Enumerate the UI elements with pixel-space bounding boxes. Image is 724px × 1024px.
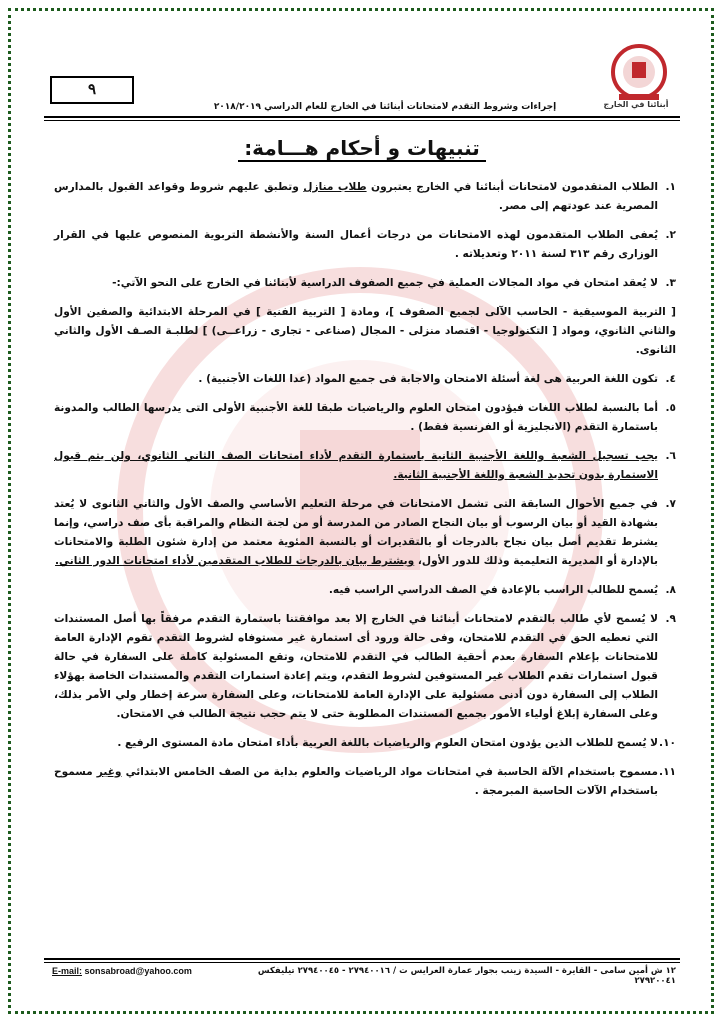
item-number: ٧. — [665, 498, 676, 510]
item-text: مسموح باستخدام الآلة الحاسبة في امتحانات مواد الرياضيات والعلوم بداية من الصف الخامس الابتدائي — [121, 766, 658, 778]
item-text: لا يُعقد امتحان في مواد المجالات العملية في جميع الصفوف الدراسية لأبنائنا في الخارج على النحو الآتي:- — [112, 277, 658, 289]
item-text: لا يُسمح للطلاب الذين يؤدون امتحان العلوم والرياضيات باللغة العربية بأداء امتحان مادة المستوى الرفيع . — [117, 737, 658, 749]
list-item — [54, 610, 676, 724]
list-item — [54, 178, 676, 216]
list-item-subjects: [ التربية الموسيقية - الحاسب الآلى لجميع الصفوف ]، ومادة [ التربية الفنية ] في المرحلة الابتدائية والصفين الأول والثاني الثانوي، ومواد [ التكنولوجيا - اقتصاد منزلى - المجال (صناعى - تجارى - زراعــى) ] لطلبـة الصـف الأول والثاني الثانوى. — [54, 306, 676, 356]
footer-email — [52, 966, 252, 976]
item-number: ١٠. — [659, 737, 676, 749]
list-item — [54, 581, 676, 600]
list-item — [54, 370, 676, 389]
item-text: يُسمح للطالب الراسب بالإعادة في الصف الدراسي الراسب فيه. — [328, 584, 658, 596]
header-rule-thin — [44, 120, 680, 121]
list-item — [54, 447, 676, 485]
item-number: ٨. — [665, 584, 676, 596]
list-item — [54, 226, 676, 264]
item-number: ١. — [665, 181, 676, 193]
rules-list — [54, 178, 676, 811]
item-text-underlined: طلاب منازل — [303, 181, 367, 193]
item-number: ٤. — [665, 373, 676, 385]
item-text-underlined: وغير — [96, 766, 122, 778]
item-number: ٥. — [665, 402, 676, 414]
item-text: الطلاب المتقدمون لامتحانات أبنائنا في الخارج يعتبرون — [366, 181, 658, 193]
list-item — [54, 495, 676, 571]
list-item — [54, 734, 676, 753]
section-title-text: تنبيهات و أحكام هـــامة: — [238, 136, 486, 162]
logo-caption: أبنائنا في الخارج — [603, 100, 669, 109]
item-text: في جميع الأحوال السابقة التى تشمل الامتحانات في مرحلة التعليم الأساسي والصف الأول والثاني الثانوى لا يُعتد بشهادة القيد أو بيان الرسوب أو بيان النجاح الصادر من المدرسة أو من لجنة النظام والمراقبة بأى صف دراسي، وإنما يشترط تقديم أصل بيان نجاح بالدرجات أو بالتقديرات أو بالنسبة المئوية معتمد من إدارة شئون الطلبة والامتحانات بالإدارة أو المديرية التعليمية وذلك للدور الأول، — [54, 498, 658, 567]
email-label: E-mail: — [52, 966, 83, 976]
item-text: يُعفى الطلاب المتقدمون لهذه الامتحانات من درجات أعمال السنة والأنشطة التربوية المنصوص عليها في القرار الوزارى رقم ٣١٣ لسنة ٢٠١١ وتعديلاته . — [54, 229, 658, 260]
section-title — [0, 136, 724, 160]
item-number: ٣. — [665, 277, 676, 289]
item-number: ٦. — [665, 450, 676, 462]
list-item — [54, 399, 676, 437]
footer-rule — [44, 958, 680, 960]
item-number: ٩. — [665, 613, 676, 625]
email-address[interactable]: sonsabroad@yahoo.com — [84, 966, 192, 976]
footer-address: ١٢ ش أمين سامى - القايرة - السيدة زينب بجوار عمارة العرايس ت / ٢٧٩٤٠٠١٦ - ٢٧٩٤٠٠٤٥ تيليفكس ٢٧٩٢٠٠٤١ — [257, 966, 676, 986]
item-text: لا يُسمح لأي طالب بالتقدم لامتحانات أبنائنا في الخارج إلا بعد موافقتنا باستمارة التقدم مرفقاً بها أصل المستندات التي تعطيه الحق في التقدم للامتحان، وفى حالة ورود أى استمارة غير مستوفاه لشروط التقدم تقوم الإدارة العامة للامتحانات بإعلام السفارة بعدم أحقية الطالب في التقدم للامتحان، وتقع المسئولية كاملة على السفارة في حالة قبول استمارات تقدم الطلاب غير المستوفين لشروط التقدم، ويتم إعادة استمارات التقدم والمستندات الخاصة بهؤلاء الطلاب إلى السفارة دون أدنى مسئولية على الإدارة العامة للامتحانات، وعلى السفارة سرعة إخطار ولي الأمر بذلك، وعلى السفارة إبلاغ أولياء الأمور بجميع المستندات المطلوبة حتى لا يتم حجب نتيجة الطالب في الامتحان. — [54, 613, 658, 720]
item-number: ٢. — [665, 229, 676, 241]
list-item — [54, 763, 676, 801]
item-text: مسموح باستخدام الآلات الحاسبة المبرمجة . — [54, 766, 658, 797]
item-text: تكون اللغة العربية هى لغة أسئلة الامتحان والاجابة فى جميع المواد (عدا اللغات الأجنبية) . — [198, 373, 658, 385]
item-text-underlined: يجب تسجيل الشعبة واللغة الأجنبية الثانية باستمارة التقدم لأداء امتحانات الصف الثاني الثانوي، ولن يتم قبول الاستمارة بدون تحديد الشعبة واللغة الأجنبية الثانية. — [54, 450, 658, 481]
page-number: ٩ — [50, 76, 134, 104]
header-title: إجراءات وشروط التقدم لامتحانات أبنائنا في الخارج للعام الدراسي ٢٠١٨/٢٠١٩ — [213, 102, 557, 112]
item-text: أما بالنسبة لطلاب اللغات فيؤدون امتحان العلوم والرياضيات طبقا للغة الأجنبية الأولى التى يدرسها الطالب والمدونة باستمارة التقدم (الانجليزية أو الفرنسية فقط) . — [54, 402, 658, 433]
item-number: ١١. — [659, 766, 676, 778]
item-text: وتطبق عليهم شروط وقواعد القبول بالمدارس المصرية عند عودتهم إلى مصر. — [54, 181, 658, 212]
list-item — [54, 274, 676, 293]
header-rule — [44, 116, 680, 118]
item-text-underlined: ويشترط بيان بالدرجات للطلاب المتقدمين لأداء امتحانات الدور الثاني. — [55, 555, 415, 567]
footer-rule-thin — [44, 962, 680, 963]
